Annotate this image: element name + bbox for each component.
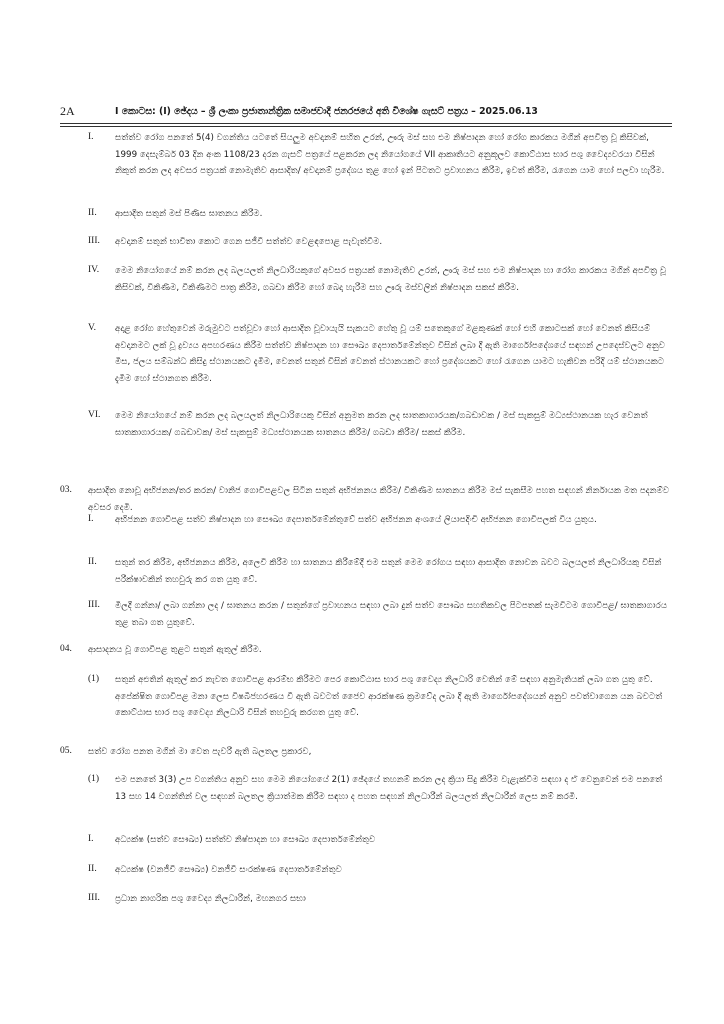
item-label: III.	[88, 893, 100, 903]
subsection-item: සතුන් අළුතින් ඇතුල් කර නැවත ගොවිපළ ආරම්භ කිරීමට පෙර කොට්ඨාස භාර පශු වෛද්‍ය නිලධාරි වෙතින් මේ සඳහා අනුමැතියක් ලබා ගත යුතු වේ. අපේක්ෂිත ගොවිපළ මනා ලෙස විෂබීජහරණය වී ඇති බවටත් ජෛව ආරක්ෂණ ක්‍රමවේද ලබා දී ඇති මාර්ගෝපදේශයන් අනුව පවත්වාගෙන යන බවටත් කොට්ඨාස භාර පශු වෛද්‍ය නිලධාරි විසින් තහවුරු කරගත යුතු වේ.	[115, 675, 663, 718]
prohibition-item: මෙම නියෝගයේ නම් කරන ලද බලයලත් නිලධාරියකුගේ අවසර පත්‍රයක් නොමැතිව උරන්, ඌරු මස් සහ එම නිෂ්පාදන හා රෝග කාරකය මගින් අපවිත්‍ර වූ කිසිවක්, විකිණීම, විකිණීමට පාත්‍ර කිරීම, ගබඩා කිරීම හෝ බෙදා හැරීම සහ ඌරු මස්වලින් නිෂ්පාදන සකස් කිරීම.	[115, 266, 667, 293]
header-rule-top	[60, 123, 672, 124]
section-text: සත්ව රෝග පනත මගින් මා වෙත පැවරී ඇති බලතල ප්‍රකාරව,	[88, 747, 312, 757]
page-number: 2A	[60, 104, 75, 118]
section-number: 04.	[60, 644, 72, 654]
prohibition-item: ආසාදිත සතුන් මස් පිණිස ඝාතනය කිරීම.	[115, 209, 263, 219]
criteria-item: අභිජනන ගොවිපළ සත්ව නිෂ්පාදන හා සෞඛ්‍ය දෙපාර්තමේන්තුවේ සත්ව අභිජනන අංශයේ ලියාපදිංචි අභිජනන ගොවිපලක් විය යුතුය.	[115, 515, 597, 525]
prohibition-item: අදාළ රෝග හේතුවෙන් මරුමුවට පත්වූවා හෝ ආසාදිත වූවායැයි සැකයට හේතු වූ යම් සතෙකුගේ මළකුණක් හෝ එහි කොටසක් හෝ වෙනත් කිසියම් අවදානමට ලක් වූ ද්‍රව්‍යය අපහරණය කිරීම සත්ත්ව නිෂ්පාදන හා සෞඛ්‍ය දෙපාර්තමේන්තුව විසින් ලබා දී ඇති මාර්ගෝපදේශයේ සඳහන් උපදෙස්වලට අනුව මිස, ජලය සම්බන්ධ කිසිදු ස්ථානයකට දැමීම, වෙනත් සතුන් විසින් වෙනත් ස්ථානයකට හෝ ප්‍රදේශයකට හෝ රැගෙන යාමට හැකිවන පරිදි යම් ස්ථානයකට දැමීම හෝ ස්ථානගත කිරීම.	[115, 324, 666, 384]
section-number: 03.	[60, 485, 72, 495]
section-text: ආසාදිත නොවූ අභිජනන/තර කරන/ වානිජ ගොවිපළවල සිටින සතුන් අභිජනනය කිරීම/ විකිණීම ඝාතනය කිරීම මස් සැකසීම පහත සඳහන් නිර්නායක මත පදනම්ව අවසර දෙමි.	[88, 486, 670, 513]
item-label: (1)	[88, 674, 100, 684]
item-label: IV.	[88, 265, 100, 275]
prohibition-item: අවදානම් සතුන් භාවිතා කොට ගෙන සජීවී සත්ත්ව වෙළඳපොළ පැවැත්වීම.	[115, 237, 383, 247]
section-text: ආසාදනය වූ ගොවිපළ තුළට සතුන් ඇතුල් කිරීම.	[88, 645, 262, 655]
item-label: VI.	[88, 410, 101, 420]
item-label: I.	[88, 514, 94, 524]
item-label: II.	[88, 864, 97, 874]
section-number: 05.	[60, 746, 72, 756]
item-label: II.	[88, 208, 97, 218]
item-label: (1)	[88, 774, 100, 784]
prohibition-item: මෙම නියෝගයේ නම් කරන ලද බලයලත් නිලධාරියෙකු විසින් අනුමත කරන ලද ඝාතකාගාරයක/ගබඩාවක / මස් සැකසුම් මධ්‍යස්ථානයක හැර වෙනත් ඝාතකාගාරයක/ ගබඩාවක/ මස් සැකසුම් මධ්‍යස්ථානයක ඝාතනය කිරීම/ ගබඩා කිරීම/ සකස් කිරීම.	[115, 411, 648, 438]
subsection-item: එම පනතේ 3(3) උප වගන්තිය අනුව සහ මෙම නියෝගයේ 2(1) ඡේදයේ තහනම් කරන ලද ක්‍රියා සිදු කිරීම වැළැක්වීම සඳහා ද ඒ වෙනුවෙන් එම පනතේ 13 සහ 14 වගන්තින් වල සඳහන් බලතල ක්‍රියාත්මක කිරීම සඳහා ද පහත සඳහන් නිලධාරීන් බලයලත් නිලධාරීන් ලෙස නම් කරමි.	[115, 775, 663, 802]
officer-item: ප්‍රධාන නාගරික පශු වෛද්‍ය නිලධාරීන්, මහනගර සභා	[115, 894, 306, 904]
prohibition-item: සත්ත්ව රෝග පනතේ 5(4) වගන්තිය යටතේ සියලුම අවදානම් සහිත උරන්, ඌරු මස් සහ එම නිෂ්පාදන හෝ රෝග කාරකය මගින් අපවිත්‍ර වූ කිසිවක්, 1999 දෙසැම්බර් 03 දින අංක 1108/23 දරන ගැසට් පත්‍රයේ පළකරන ලද නියෝගයේ VII ආකෘතියට අනුකූලව කොට්ඨාස භාර පශු වෛද්‍යවරයා විසින් නිකුත් කරන ලද අවසර පත්‍රයක් නොමැතිව ආසාදිත/ අවදානම් ප්‍රදේශය තුළ හෝ ඉන් පිටතට ප්‍රවාහනය කිරීම, ඉවත් කිරීම, රැගෙන යාම හෝ පලවා හැරීම.	[115, 133, 665, 176]
item-label: I.	[88, 132, 94, 142]
criteria-item: මිලදී ගන්නා/ ලබා ගන්නා ලද / ඝාතනය කරන / සතුන්ගේ ප්‍රවාහනය සඳහා ලබා දුන් සත්ව සෞඛ්‍ය සහතිකවල පිටපතක් සැමවිටම ගොවිපළ/ ඝාතකාගාරය තුළ තබා ගත යුතුවේ.	[115, 601, 668, 628]
item-label: III.	[88, 600, 100, 610]
officer-item: අධ්‍යක්ෂ (සත්ව සෞඛ්‍ය) සත්ත්ව නිෂ්පාදන හා සෞඛ්‍ය දෙපාර්තමේන්තුව	[115, 835, 376, 845]
item-label: V.	[88, 323, 97, 333]
gazette-header: I කොටස: (I) ඡේදය – ශ්‍රී ලංකා ප්‍රජාතාන්ත්‍රික සමාජවාදී ජනරජයේ අති විශේෂ ගැසට් පත්‍රය – 2025.06.13	[115, 106, 538, 117]
header-rule-bottom	[60, 126, 672, 127]
criteria-item: සතුන් තර කිරීම, අභිජනනය කිරීම, අලෙවි කිරීම හා ඝාතනය කිරීමේදී එම සතුන් මෙම රෝගය සඳහා ආසාදිත නොවන බවට බලයලත් නිලධාරියකු විසින් පරීක්ෂාවකින් තහවුරු කර ගත යුතු වේ.	[115, 558, 662, 585]
item-label: III.	[88, 236, 100, 246]
item-label: I.	[88, 834, 94, 844]
officer-item: අධ්‍යක්ෂ (වනජීවී සෞඛ්‍ය) වනජීවී සංරක්ෂණ දෙපාර්තමේන්තුව	[115, 865, 342, 875]
item-label: II.	[88, 557, 97, 567]
